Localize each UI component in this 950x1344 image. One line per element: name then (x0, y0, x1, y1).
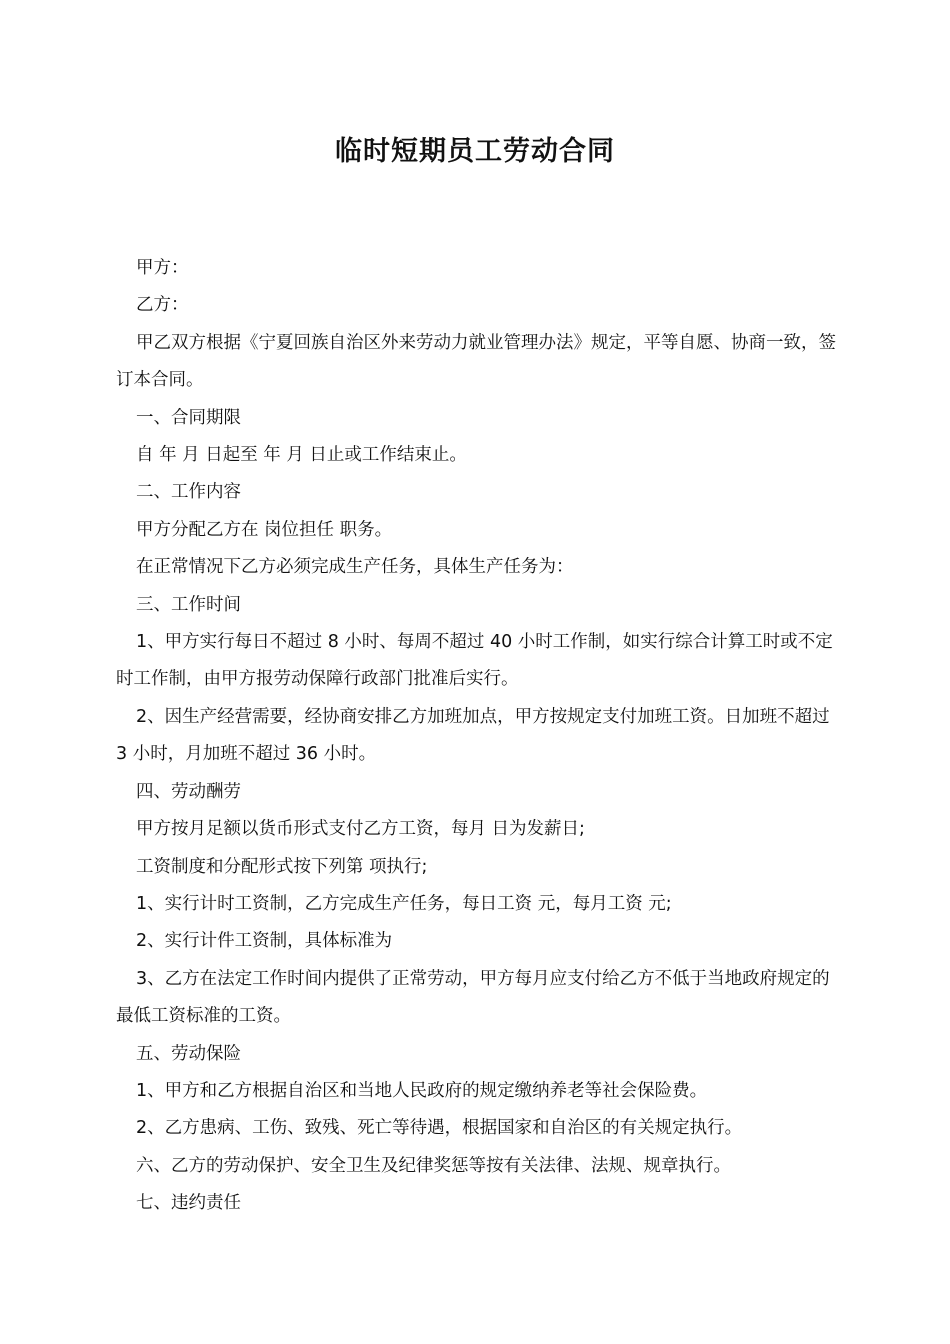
document-body (116, 250, 838, 1223)
work-hours-clause-2: 2、因生产经营需要，经协商安排乙方加班加点，甲方按规定支付加班工资。日加班不超过 3 小时，月加班不超过 36 小时。 (116, 706, 836, 765)
preamble-paragraph: 甲乙双方根据《宁夏回族自治区外来劳动力就业管理办法》规定，平等自愿、协商一致，签订本合同。 (116, 332, 836, 391)
wage-system-paragraph: 工资制度和分配形式按下列第 项执行; (136, 856, 428, 877)
work-hours-clause-1: 1、甲方实行每日不超过 8 小时、每周不超过 40 小时工作制，如实行综合计算工时或不定时工作制，由甲方报劳动保障行政部门批准后实行。 (116, 632, 833, 690)
section-protection-paragraph: 六、乙方的劳动保护、安全卫生及纪律奖惩等按有关法律、法规、规章执行。 (136, 1155, 731, 1176)
section-heading-term: 一、合同期限 (136, 407, 241, 428)
document-title: 临时短期员工劳动合同 (335, 136, 615, 167)
payday-paragraph: 甲方按月足额以货币形式支付乙方工资，每月 日为发薪日; (136, 819, 585, 840)
section-heading-remuneration: 四、劳动酬劳 (136, 781, 241, 802)
wage-clause-2: 2、实行计件工资制，具体标准为 (136, 931, 393, 952)
party-a-line: 甲方： (136, 258, 189, 278)
insurance-clause-2: 2、乙方患病、工伤、致残、死亡等待遇，根据国家和自治区的有关规定执行。 (136, 1118, 743, 1139)
party-b-line: 乙方： (136, 295, 189, 316)
wage-clause-1: 1、实行计时工资制，乙方完成生产任务，每日工资 元，每月工资 元; (136, 893, 672, 914)
production-task-paragraph: 在正常情况下乙方必须完成生产任务，具体生产任务为： (136, 557, 574, 578)
wage-clause-3: 3、乙方在法定工作时间内提供了正常劳动，甲方每月应支付给乙方不低于当地政府规定的最低工资标准的工资。 (116, 968, 830, 1027)
section-heading-work-hours: 三、工作时间 (136, 594, 241, 615)
section-heading-insurance: 五、劳动保险 (136, 1043, 241, 1064)
work-assignment-paragraph: 甲方分配乙方在 岗位担任 职务。 (136, 519, 393, 540)
section-heading-liability: 七、违约责任 (136, 1193, 241, 1214)
term-paragraph: 自 年 月 日起至 年 月 日止或工作结束止。 (136, 445, 467, 466)
section-heading-work-content: 二、工作内容 (136, 482, 241, 503)
insurance-clause-1: 1、甲方和乙方根据自治区和当地人民政府的规定缴纳养老等社会保险费。 (136, 1080, 708, 1101)
